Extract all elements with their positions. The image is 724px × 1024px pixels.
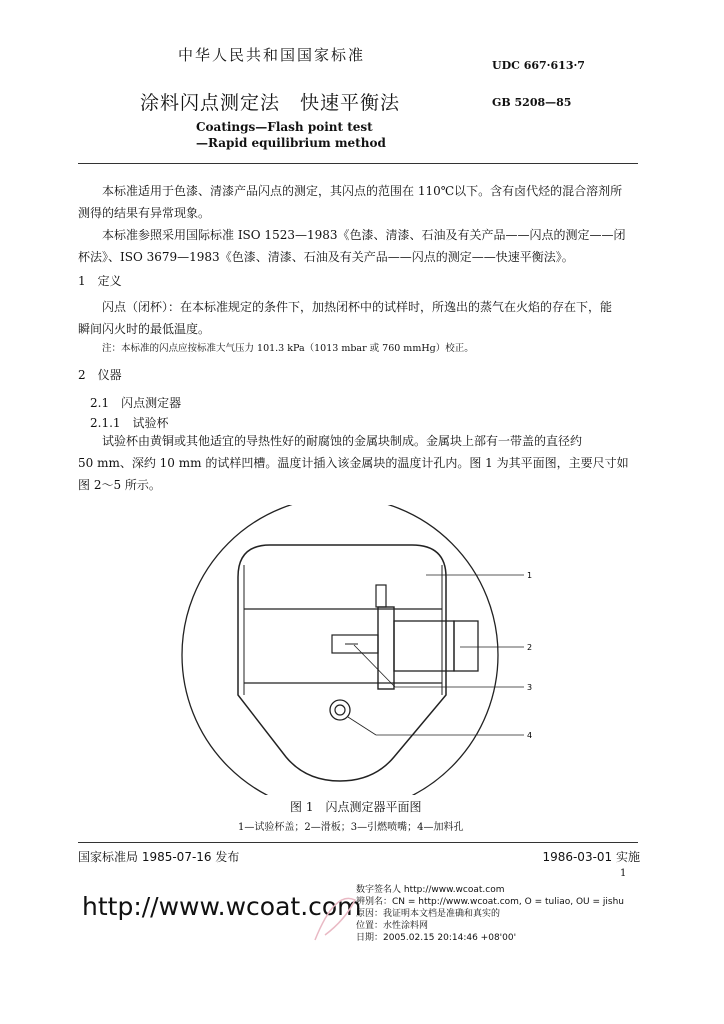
- leader-line-3a: [354, 645, 395, 687]
- digital-signature-block: [356, 884, 626, 944]
- intro-paragraph-1: [78, 180, 640, 224]
- intro-2-line-1: 本标准参照采用国际标准 ISO 1523—1983《色漆、清漆、石油及有关产品——闪点的测定——闭: [102, 228, 626, 242]
- section-1-heading: 1 定义: [78, 274, 122, 288]
- english-title-line-2: —Rapid equilibrium method: [196, 136, 386, 150]
- page-number: 1: [620, 868, 627, 879]
- sig-reason: 原因：我证明本文档是准确和真实的: [356, 909, 501, 919]
- figure-caption: 图 1 闪点测定器平面图: [290, 800, 422, 814]
- flash-point-tester-diagram: [180, 505, 560, 795]
- footer-divider: [78, 842, 638, 843]
- section-1-text: [78, 296, 640, 340]
- gb-code: GB 5208—85: [492, 96, 572, 109]
- sec1-line-1: 闪点（闭杯）：在本标准规定的条件下，加热闭杯中的试样时，所逸出的蒸气在火焰的存在下，能: [102, 300, 613, 314]
- label-4: 4: [527, 731, 533, 740]
- leader-line-4a: [348, 717, 376, 735]
- intro-2-line-2: 杯法》、ISO 3679—1983《色漆、清漆、石油及有关产品——闪点的测定——快速平衡法》。: [78, 250, 574, 264]
- shaft-top: [376, 585, 386, 607]
- issued-date: 国家标准局 1985-07-16 发布: [78, 850, 240, 864]
- sec211-line-2: 50 mm、深约 10 mm 的试样凹槽。温度计插入该金属块的温度计孔内。图 1 为其平面图，主要尺寸如: [78, 456, 629, 470]
- section-2-1-heading: 2.1 闪点测定器: [90, 396, 182, 410]
- section-2-1-1-heading: 2.1.1 试验杯: [90, 416, 169, 430]
- header-divider: [78, 163, 638, 164]
- website-link[interactable]: http://www.wcoat.com: [82, 892, 362, 921]
- effective-date: 1986-03-01 实施: [542, 850, 640, 864]
- sig-dn: 辨别名：CN = http://www.wcoat.com, O = tuliao, OU = jishu: [356, 897, 624, 907]
- label-3: 3: [527, 683, 533, 692]
- sig-location: 位置：水性涂料网: [356, 921, 429, 931]
- intro-1-line-1: 本标准适用于色漆、清漆产品闪点的测定，其闪点的范围在 110℃以下。含有卤代烃的混合溶剂所: [102, 184, 623, 198]
- sec211-line-1: 试验杯由黄铜或其他适宜的导热性好的耐腐蚀的金属块制成。金属块上部有一带盖的直径约: [102, 434, 583, 448]
- shaft-body: [378, 607, 394, 689]
- label-1: 1: [527, 571, 533, 580]
- section-2-heading: 2 仪器: [78, 368, 122, 382]
- section-1-note: 注：本标准的闪点应按标准大气压力 101.3 kPa（1013 mbar 或 760 mmHg）校正。: [102, 343, 474, 354]
- udc-code: UDC 667·613·7: [492, 59, 585, 72]
- sec211-line-3: 图 2～5 所示。: [78, 478, 161, 492]
- outer-circle: [182, 505, 498, 795]
- english-title-line-1: Coatings—Flash point test: [196, 120, 373, 134]
- intro-1-line-2: 测得的结果有异常现象。: [78, 206, 211, 220]
- cup-body-outline: [238, 545, 446, 781]
- slide-knob-end: [454, 621, 478, 671]
- section-2-1-1-text: [78, 430, 640, 496]
- document-title: 涂料闪点测定法 快速平衡法: [140, 92, 401, 114]
- fill-hole-inner: [335, 705, 345, 715]
- intro-paragraph-2: [78, 224, 640, 268]
- figure-legend: 1—试验杯盖；2—滑板；3—引燃喷嘴；4—加料孔: [238, 822, 464, 833]
- header-org: 中华人民共和国国家标准: [178, 46, 366, 64]
- slide-knob-block: [394, 621, 454, 671]
- sig-date: 日期：2005.02.15 20:14:46 +08'00': [356, 933, 517, 943]
- sec1-line-2: 瞬间闪火时的最低温度。: [78, 322, 211, 336]
- fill-hole-outer: [330, 700, 350, 720]
- sig-signer: 数字签名人 http://www.wcoat.com: [356, 885, 505, 895]
- label-2: 2: [527, 643, 533, 652]
